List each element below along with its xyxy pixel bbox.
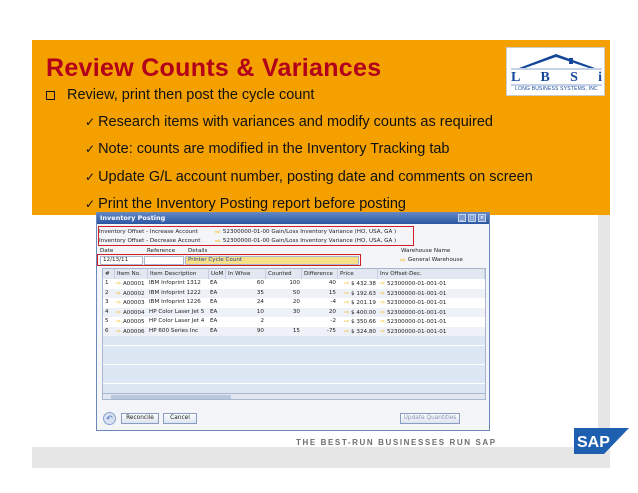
cell-text: 52300000-01-001-01	[386, 300, 447, 306]
cell-uom[interactable]	[210, 289, 225, 298]
cell-whse[interactable]	[227, 298, 264, 307]
cell-item[interactable]	[116, 317, 148, 327]
link-arrow-icon[interactable]: ⇨	[116, 299, 123, 306]
cell-text: 6	[105, 327, 109, 334]
main-bullet-text: Review, print then post the cycle count	[67, 87, 315, 103]
cell-text: 5	[105, 318, 109, 324]
reference-label: Reference	[147, 248, 176, 254]
empty-table-row[interactable]	[103, 384, 485, 393]
cell-text: $ 201.19	[351, 300, 376, 306]
cell-text: IBM Infoprint 1312	[149, 280, 201, 286]
cell-diff[interactable]	[303, 327, 336, 336]
cell-text: 30	[292, 308, 300, 315]
cell-text: $ 432.38	[351, 281, 376, 287]
logo-subtitle: LONG BUSINESS SYSTEMS, INC	[515, 86, 598, 92]
slide-title: Review Counts & Variances	[46, 54, 382, 82]
cell-text: 52300000-01-001-01	[386, 290, 447, 297]
warehouse-field[interactable]: General Warehouse	[407, 257, 463, 263]
items-table	[102, 268, 486, 393]
cell-price[interactable]	[339, 317, 376, 327]
check-icon: ✓	[85, 142, 96, 156]
cell-offset[interactable]	[380, 298, 480, 308]
cell-text: $ 324.80	[351, 328, 376, 335]
cell-num[interactable]	[105, 327, 113, 336]
cell-item[interactable]	[116, 327, 148, 337]
link-arrow-icon[interactable]: ⇨	[344, 299, 352, 306]
logo-letter: B	[540, 70, 550, 85]
cell-text: EA	[210, 318, 218, 324]
link-arrow-icon[interactable]: ⇨	[380, 299, 387, 306]
cell-text: A00003	[122, 300, 145, 306]
slide	[32, 40, 610, 468]
cell-num[interactable]	[105, 279, 113, 288]
window-titlebar[interactable]	[97, 213, 489, 224]
cell-text: 52300000-01-001-01	[386, 281, 447, 287]
cell-text: 1	[105, 280, 109, 286]
update-quantities-button[interactable]: Update Quantities	[400, 413, 460, 424]
cell-text: $ 350.66	[351, 319, 376, 325]
link-arrow-icon[interactable]: ⇨	[380, 280, 387, 287]
cell-offset[interactable]	[380, 279, 480, 289]
cell-text: EA	[210, 289, 218, 296]
cell-uom[interactable]	[210, 279, 225, 288]
link-arrow-icon[interactable]: ⇨	[116, 289, 123, 297]
link-arrow-icon[interactable]: ⇨	[116, 318, 123, 325]
minimize-icon[interactable]: _	[458, 214, 466, 222]
cell-text: 15	[292, 327, 300, 334]
cell-text: EA	[210, 327, 218, 334]
cell-diff[interactable]	[303, 298, 336, 307]
cell-desc[interactable]	[149, 317, 209, 326]
sap-logo-icon	[574, 428, 629, 454]
cell-text: 52300000-01-001-01	[386, 319, 447, 325]
cell-uom[interactable]	[210, 308, 225, 317]
sap-tagline: THE BEST-RUN BUSINESSES RUN SAP	[296, 438, 497, 447]
decrease-account-field[interactable]: 52300000-01-00 Gain/Loss Inventory Variance (HO, USA, GA )	[222, 237, 397, 244]
link-arrow-icon[interactable]: ⇨	[116, 327, 123, 335]
cell-price[interactable]	[339, 298, 376, 308]
link-arrow-icon[interactable]: ⇨	[344, 327, 352, 335]
link-arrow-icon[interactable]: ⇨	[344, 318, 352, 325]
table-row[interactable]	[103, 289, 485, 298]
cell-desc[interactable]	[149, 308, 209, 317]
cell-counted[interactable]	[267, 279, 300, 288]
cell-text: 50	[292, 289, 300, 296]
cell-whse[interactable]	[227, 279, 264, 288]
check-icon: ✓	[85, 170, 96, 184]
cell-text: 3	[105, 299, 109, 305]
link-arrow-icon[interactable]: ⇨	[344, 289, 352, 297]
link-arrow-icon[interactable]: ⇨	[344, 280, 352, 287]
cell-desc[interactable]	[149, 298, 209, 307]
column-header[interactable]: #	[103, 269, 115, 279]
cell-text: IBM Infoprint 1222	[149, 289, 201, 296]
cell-text: A00001	[122, 281, 145, 287]
cell-text: -4	[330, 299, 336, 305]
inventory-posting-window	[96, 212, 490, 431]
window-controls	[458, 214, 486, 222]
maximize-icon[interactable]: □	[469, 215, 475, 221]
cell-text: A00002	[122, 290, 145, 297]
sub-bullet-text: Update G/L account number, posting date and comments on screen	[98, 169, 533, 185]
cell-num[interactable]	[105, 308, 113, 317]
sub-bullet	[85, 169, 533, 185]
cell-offset[interactable]	[380, 327, 480, 337]
cell-uom[interactable]	[210, 317, 225, 326]
cell-text: -75	[326, 327, 336, 334]
table-row[interactable]	[103, 327, 485, 336]
cell-text: 90	[256, 327, 264, 334]
increase-account-label: Inventory Offset - Increase Account	[99, 228, 198, 235]
sub-bullet-text: Research items with variances and modify counts as required	[98, 114, 493, 130]
increase-account-field[interactable]: 52300000-01-00 Gain/Loss Inventory Variance (HO, USA, GA )	[222, 228, 397, 235]
cell-text: HP Color Laser Jet 5	[149, 308, 205, 315]
link-arrow-icon[interactable]: ⇨	[215, 236, 221, 245]
cell-text: A00004	[122, 309, 145, 316]
column-header[interactable]: UoM	[209, 269, 226, 279]
details-label: Details	[188, 248, 208, 254]
link-arrow-icon[interactable]: ⇨	[380, 327, 387, 335]
cell-whse[interactable]	[227, 308, 264, 317]
cell-num[interactable]	[105, 298, 113, 307]
cell-num[interactable]	[105, 317, 113, 326]
column-header[interactable]: Inv Offset-Dec.	[378, 269, 485, 279]
reconcile-button[interactable]: Reconcile	[121, 413, 159, 424]
sub-bullet	[85, 196, 406, 212]
checkbox-bullet-icon	[46, 91, 55, 100]
cell-price[interactable]	[339, 308, 376, 318]
cell-diff[interactable]	[303, 308, 336, 317]
logo-letters	[511, 70, 602, 86]
check-icon: ✓	[85, 115, 96, 129]
empty-table-row[interactable]	[103, 355, 485, 364]
cell-text: 20	[292, 299, 300, 305]
cell-counted[interactable]	[267, 298, 300, 307]
column-header[interactable]: Counted	[266, 269, 302, 279]
details-field[interactable]: Printer Cycle Count	[185, 256, 359, 265]
sub-bullet	[85, 114, 493, 130]
cell-desc[interactable]	[149, 327, 209, 336]
cell-diff[interactable]	[303, 317, 336, 326]
cell-text: -2	[330, 318, 336, 324]
cancel-button[interactable]: Cancel	[163, 413, 197, 424]
link-arrow-icon[interactable]: ⇨	[380, 308, 387, 316]
cell-item[interactable]	[116, 289, 148, 299]
cell-text: EA	[210, 299, 218, 305]
column-header[interactable]: Item Description	[148, 269, 209, 279]
table-row[interactable]	[103, 298, 485, 307]
cell-offset[interactable]	[380, 289, 480, 299]
empty-table-row[interactable]	[103, 365, 485, 374]
decrease-account-row	[99, 236, 396, 245]
cell-text: A00005	[122, 319, 145, 325]
cell-text: 52300000-01-001-01	[386, 328, 447, 335]
cell-text: 10	[256, 308, 264, 315]
link-arrow-icon[interactable]: ⇨	[400, 256, 406, 264]
cell-price[interactable]	[339, 289, 376, 299]
back-arrow-icon[interactable]: ↶	[103, 412, 116, 425]
cell-diff[interactable]	[303, 289, 336, 298]
cell-counted[interactable]	[267, 289, 300, 298]
column-header[interactable]: Item No.	[115, 269, 148, 279]
cell-text: 20	[328, 308, 336, 315]
logo-letter: i	[598, 70, 602, 85]
cell-text: 24	[256, 299, 264, 305]
sub-bullet-text: Print the Inventory Posting report before posting	[98, 196, 406, 212]
cell-offset[interactable]	[380, 308, 480, 318]
cell-text: $ 192.63	[351, 290, 376, 297]
cell-uom[interactable]	[210, 298, 225, 307]
link-arrow-icon[interactable]: ⇨	[380, 289, 387, 297]
cell-num[interactable]	[105, 289, 113, 298]
empty-table-row[interactable]	[103, 374, 485, 383]
sap-logo-text: SAP	[577, 434, 610, 451]
table-row[interactable]	[103, 279, 485, 288]
cell-text: 4	[105, 308, 109, 315]
cell-text: 2	[260, 318, 264, 324]
cell-item[interactable]	[116, 308, 148, 318]
increase-account-row	[99, 227, 396, 236]
cell-whse[interactable]	[227, 327, 264, 336]
column-header[interactable]: Price	[338, 269, 378, 279]
cell-whse[interactable]	[227, 317, 264, 326]
link-arrow-icon[interactable]: ⇨	[380, 318, 387, 325]
cell-counted[interactable]	[267, 308, 300, 317]
window-title: Inventory Posting	[100, 214, 166, 222]
cell-price[interactable]	[339, 279, 376, 289]
scroll-thumb[interactable]	[111, 395, 231, 399]
lbsi-logo	[506, 47, 605, 96]
cell-uom[interactable]	[210, 327, 225, 336]
warehouse-value	[398, 256, 463, 264]
cell-text: $ 400.00	[351, 309, 376, 316]
cell-counted[interactable]	[267, 327, 300, 336]
column-header[interactable]: In Whse	[226, 269, 266, 279]
cell-text: HP 600 Series Inc	[149, 327, 199, 334]
date-label: Date	[100, 248, 114, 254]
cell-text: HP Color Laser Jet 4	[149, 318, 205, 324]
main-bullet	[46, 87, 314, 103]
decrease-account-label: Inventory Offset - Decrease Account	[99, 237, 201, 244]
date-field[interactable]: 12/13/11	[100, 256, 143, 265]
sub-bullet	[85, 141, 449, 157]
sub-bullet-text: Note: counts are modified in the Inventory Tracking tab	[98, 141, 450, 157]
link-arrow-icon[interactable]: ⇨	[116, 308, 123, 316]
link-arrow-icon[interactable]: ⇨	[116, 280, 123, 287]
cell-text: EA	[210, 308, 218, 315]
close-icon[interactable]: ×	[479, 215, 485, 221]
warehouse-label: Warehouse Name	[401, 248, 451, 254]
cell-text: 35	[256, 289, 264, 296]
cell-desc[interactable]	[149, 289, 209, 298]
link-arrow-icon[interactable]: ⇨	[344, 308, 352, 316]
empty-table-row[interactable]	[103, 346, 485, 355]
cell-text: 52300000-01-001-01	[386, 309, 447, 316]
logo-letter: S	[570, 70, 578, 85]
logo-letter: L	[511, 70, 521, 85]
horizontal-scrollbar[interactable]	[102, 393, 486, 400]
link-arrow-icon[interactable]: ⇨	[215, 227, 221, 236]
cell-text: 15	[328, 289, 336, 296]
cell-whse[interactable]	[227, 289, 264, 298]
check-icon: ✓	[85, 197, 96, 211]
cell-text: IBM Infoprint 1226	[149, 299, 201, 305]
reference-field[interactable]	[144, 256, 184, 265]
cell-item[interactable]	[116, 298, 148, 308]
cell-text: EA	[210, 280, 218, 286]
column-header[interactable]: Difference	[302, 269, 338, 279]
table-row[interactable]	[103, 317, 485, 326]
empty-table-row[interactable]	[103, 336, 485, 345]
cell-diff[interactable]	[303, 279, 336, 288]
cell-text: 100	[289, 280, 300, 286]
cell-item[interactable]	[116, 279, 148, 289]
cell-text: 60	[256, 280, 264, 286]
cell-text: 40	[328, 280, 336, 286]
cell-text: 2	[105, 289, 109, 296]
cell-price[interactable]	[339, 327, 376, 337]
cell-desc[interactable]	[149, 279, 209, 288]
cell-offset[interactable]	[380, 317, 480, 327]
cell-text: A00006	[122, 328, 145, 335]
table-row[interactable]	[103, 308, 485, 317]
